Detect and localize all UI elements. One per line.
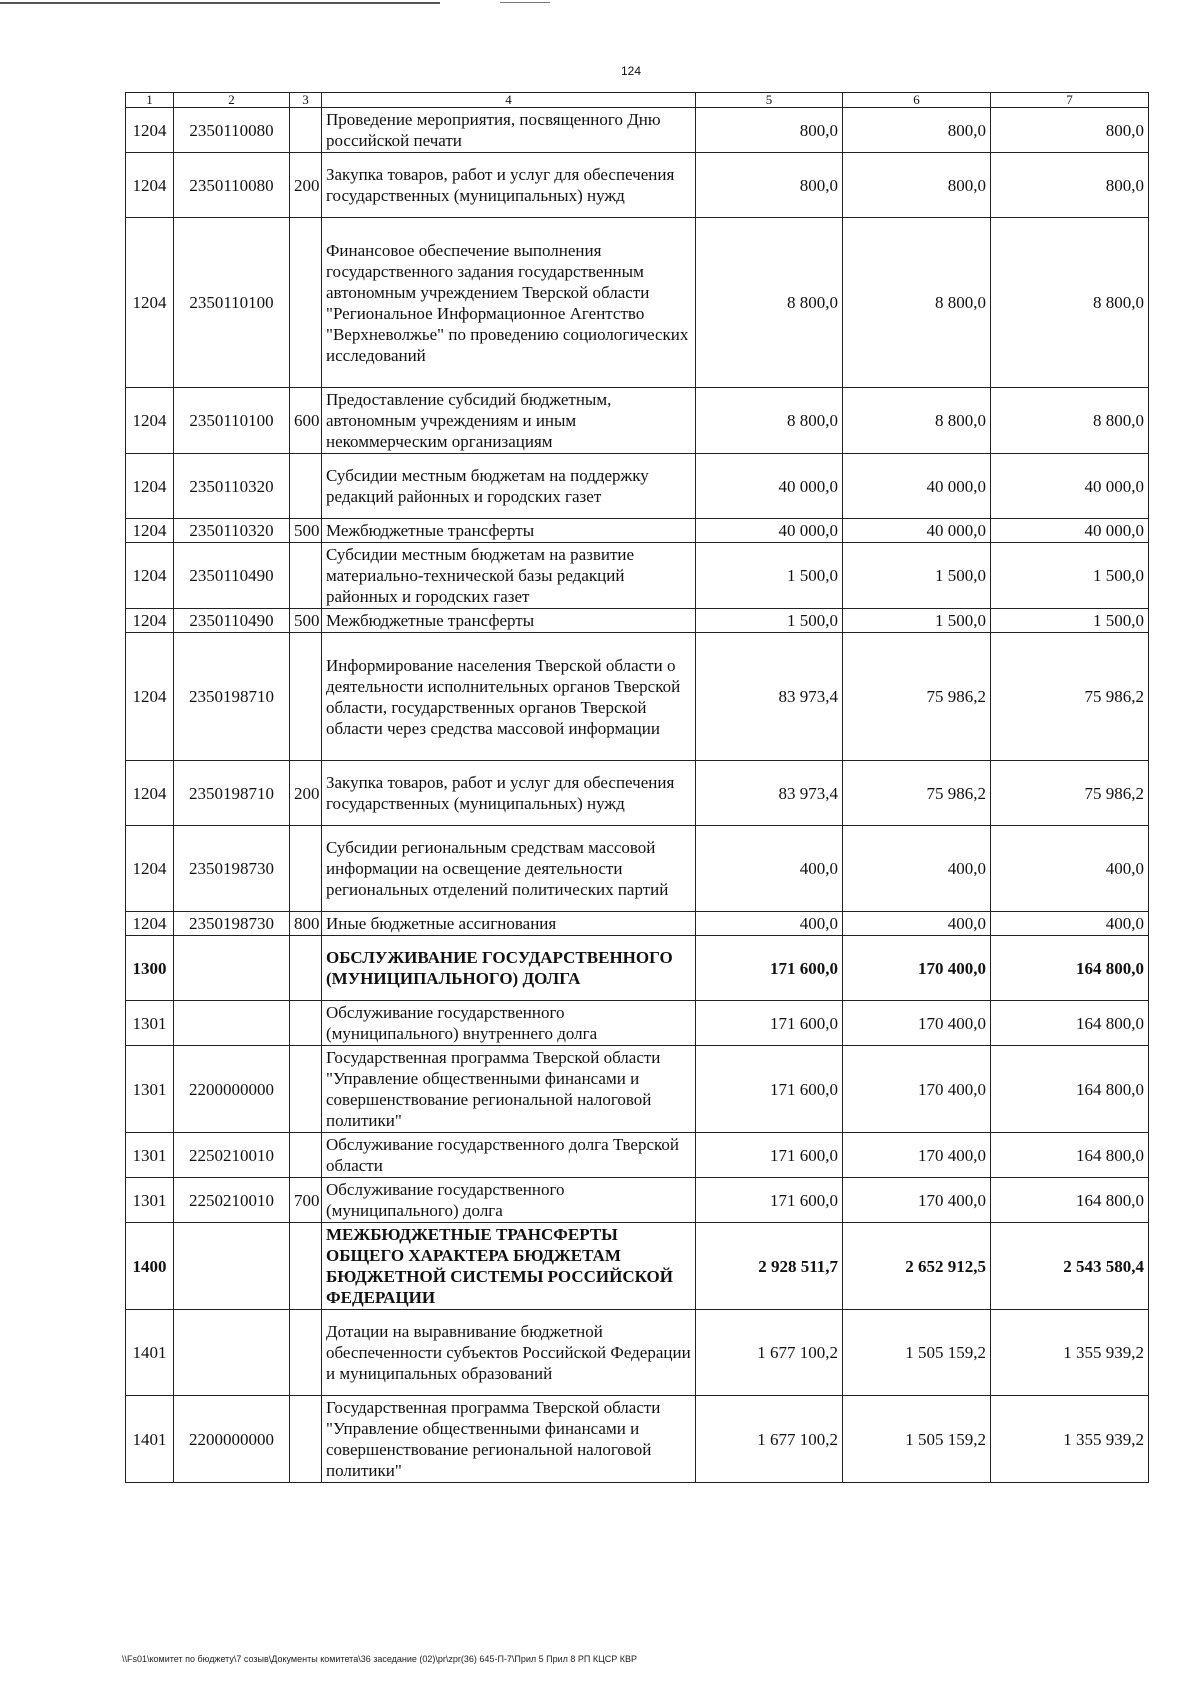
cell-amount-col5: 400,0 <box>696 912 843 936</box>
cell-section: 1204 <box>126 609 174 633</box>
cell-amount-col7: 164 800,0 <box>991 1001 1149 1046</box>
cell-amount-col7: 2 543 580,4 <box>991 1223 1149 1310</box>
col-header-1: 1 <box>126 93 174 108</box>
cell-amount-col7: 400,0 <box>991 826 1149 912</box>
cell-name: Государственная программа Тверской области "Управление общественными финансами и совершенствование региональной налоговой политики" <box>322 1396 696 1483</box>
cell-name: Иные бюджетные ассигнования <box>322 912 696 936</box>
cell-section: 1204 <box>126 108 174 153</box>
cell-name: Предоставление субсидий бюджетным, автономным учреждениям и иным некоммерческим организациям <box>322 388 696 454</box>
col-header-7: 7 <box>991 93 1149 108</box>
cell-amount-col7: 8 800,0 <box>991 388 1149 454</box>
cell-amount-col6: 75 986,2 <box>843 761 991 826</box>
cell-section: 1204 <box>126 388 174 454</box>
cell-expense-type <box>290 218 322 388</box>
table-row <box>126 153 1149 218</box>
cell-section: 1204 <box>126 153 174 218</box>
cell-amount-col6: 40 000,0 <box>843 519 991 543</box>
col-header-2: 2 <box>174 93 290 108</box>
cell-amount-col6: 75 986,2 <box>843 633 991 761</box>
cell-section: 1401 <box>126 1396 174 1483</box>
cell-section: 1301 <box>126 1001 174 1046</box>
col-header-4: 4 <box>322 93 696 108</box>
cell-target-article <box>174 936 290 1001</box>
cell-section: 1300 <box>126 936 174 1001</box>
cell-section: 1204 <box>126 633 174 761</box>
cell-section: 1204 <box>126 519 174 543</box>
cell-amount-col7: 400,0 <box>991 912 1149 936</box>
cell-amount-col6: 400,0 <box>843 912 991 936</box>
cell-amount-col5: 83 973,4 <box>696 761 843 826</box>
cell-expense-type: 500 <box>290 519 322 543</box>
cell-section: 1401 <box>126 1310 174 1396</box>
cell-name: Закупка товаров, работ и услуг для обеспечения государственных (муниципальных) нужд <box>322 761 696 826</box>
table-row <box>126 454 1149 519</box>
cell-expense-type: 800 <box>290 912 322 936</box>
cell-amount-col7: 40 000,0 <box>991 454 1149 519</box>
cell-name: Проведение мероприятия, посвященного Дню российской печати <box>322 108 696 153</box>
table-row <box>126 1001 1149 1046</box>
cell-section: 1204 <box>126 826 174 912</box>
cell-expense-type: 600 <box>290 388 322 454</box>
cell-expense-type <box>290 1396 322 1483</box>
cell-expense-type <box>290 633 322 761</box>
cell-amount-col7: 800,0 <box>991 153 1149 218</box>
cell-section: 1204 <box>126 218 174 388</box>
table-row <box>126 609 1149 633</box>
table-row <box>126 218 1149 388</box>
cell-name: Финансовое обеспечение выполнения государственного задания государственным автономным учреждением Тверской области "Региональное Информационное Агентство "Верхневолжье" по проведению социологических исследований <box>322 218 696 388</box>
cell-amount-col6: 170 400,0 <box>843 1178 991 1223</box>
cell-amount-col5: 800,0 <box>696 108 843 153</box>
cell-expense-type: 500 <box>290 609 322 633</box>
cell-target-article <box>174 1223 290 1310</box>
table-body <box>126 108 1149 1483</box>
table-row <box>126 519 1149 543</box>
cell-amount-col5: 171 600,0 <box>696 1046 843 1133</box>
cell-amount-col6: 1 500,0 <box>843 609 991 633</box>
cell-expense-type <box>290 1001 322 1046</box>
cell-name: Субсидии местным бюджетам на поддержку редакций районных и городских газет <box>322 454 696 519</box>
col-header-6: 6 <box>843 93 991 108</box>
cell-target-article: 2350110320 <box>174 454 290 519</box>
table-row <box>126 761 1149 826</box>
cell-name: Субсидии местным бюджетам на развитие материально-технической базы редакций районных и городских газет <box>322 543 696 609</box>
table-row <box>126 108 1149 153</box>
cell-amount-col5: 171 600,0 <box>696 936 843 1001</box>
cell-amount-col7: 164 800,0 <box>991 1178 1149 1223</box>
cell-amount-col6: 8 800,0 <box>843 388 991 454</box>
cell-name: Обслуживание государственного (муниципального) внутреннего долга <box>322 1001 696 1046</box>
cell-amount-col7: 164 800,0 <box>991 1046 1149 1133</box>
cell-target-article: 2250210010 <box>174 1133 290 1178</box>
cell-target-article: 2350110080 <box>174 108 290 153</box>
cell-target-article: 2350110490 <box>174 609 290 633</box>
cell-amount-col5: 8 800,0 <box>696 218 843 388</box>
cell-amount-col6: 1 505 159,2 <box>843 1396 991 1483</box>
top-scan-rule-fragment <box>500 2 550 3</box>
cell-amount-col5: 83 973,4 <box>696 633 843 761</box>
cell-amount-col5: 1 677 100,2 <box>696 1310 843 1396</box>
cell-amount-col5: 171 600,0 <box>696 1001 843 1046</box>
cell-expense-type <box>290 1223 322 1310</box>
cell-amount-col7: 800,0 <box>991 108 1149 153</box>
cell-name: Дотации на выравнивание бюджетной обеспеченности субъектов Российской Федерации и муниципальных образований <box>322 1310 696 1396</box>
cell-name: ОБСЛУЖИВАНИЕ ГОСУДАРСТВЕННОГО (МУНИЦИПАЛЬНОГО) ДОЛГА <box>322 936 696 1001</box>
cell-amount-col5: 1 677 100,2 <box>696 1396 843 1483</box>
page-number: 124 <box>620 64 642 78</box>
cell-name: Обслуживание государственного (муниципального) долга <box>322 1178 696 1223</box>
cell-amount-col5: 171 600,0 <box>696 1133 843 1178</box>
cell-amount-col6: 1 505 159,2 <box>843 1310 991 1396</box>
cell-name: Информирование населения Тверской области о деятельности исполнительных органов Тверской области, государственных органов Тверской области через средства массовой информации <box>322 633 696 761</box>
cell-amount-col6: 170 400,0 <box>843 1133 991 1178</box>
cell-name: Государственная программа Тверской области "Управление общественными финансами и совершенствование региональной налоговой политики" <box>322 1046 696 1133</box>
cell-target-article <box>174 1310 290 1396</box>
footer-file-path: \\Fs01\комитет по бюджету\7 созыв\Документы комитета\36 заседание (02)\pr\zpr(36) 645-П-7\Прил 5 Прил 8 РП КЦСР КВР <box>122 1654 638 1664</box>
col-header-3: 3 <box>290 93 322 108</box>
cell-target-article: 2200000000 <box>174 1046 290 1133</box>
table-row <box>126 543 1149 609</box>
cell-target-article: 2350110080 <box>174 153 290 218</box>
cell-amount-col5: 40 000,0 <box>696 519 843 543</box>
table-row <box>126 1223 1149 1310</box>
table-row <box>126 826 1149 912</box>
cell-target-article <box>174 1001 290 1046</box>
cell-amount-col7: 164 800,0 <box>991 936 1149 1001</box>
cell-expense-type <box>290 543 322 609</box>
cell-amount-col7: 75 986,2 <box>991 761 1149 826</box>
budget-table <box>125 92 1149 1483</box>
cell-amount-col5: 1 500,0 <box>696 609 843 633</box>
cell-section: 1204 <box>126 912 174 936</box>
table-row <box>126 1310 1149 1396</box>
cell-target-article: 2350198710 <box>174 761 290 826</box>
cell-name: Обслуживание государственного долга Тверской области <box>322 1133 696 1178</box>
cell-target-article: 2350198730 <box>174 912 290 936</box>
table-row <box>126 388 1149 454</box>
cell-expense-type <box>290 1310 322 1396</box>
cell-target-article: 2350110100 <box>174 218 290 388</box>
cell-section: 1204 <box>126 543 174 609</box>
table-row <box>126 1133 1149 1178</box>
cell-expense-type <box>290 1046 322 1133</box>
cell-name: Субсидии региональным средствам массовой информации на освещение деятельности региональных отделений политических партий <box>322 826 696 912</box>
cell-expense-type: 700 <box>290 1178 322 1223</box>
cell-target-article: 2350198710 <box>174 633 290 761</box>
cell-amount-col7: 1 355 939,2 <box>991 1310 1149 1396</box>
cell-amount-col6: 800,0 <box>843 108 991 153</box>
cell-amount-col6: 1 500,0 <box>843 543 991 609</box>
cell-section: 1204 <box>126 454 174 519</box>
cell-expense-type <box>290 454 322 519</box>
cell-amount-col6: 170 400,0 <box>843 1001 991 1046</box>
cell-target-article: 2350198730 <box>174 826 290 912</box>
cell-amount-col6: 170 400,0 <box>843 1046 991 1133</box>
table-row <box>126 936 1149 1001</box>
cell-amount-col6: 400,0 <box>843 826 991 912</box>
cell-amount-col7: 1 500,0 <box>991 543 1149 609</box>
cell-target-article: 2200000000 <box>174 1396 290 1483</box>
cell-name: Межбюджетные трансферты <box>322 519 696 543</box>
cell-name: МЕЖБЮДЖЕТНЫЕ ТРАНСФЕРТЫ ОБЩЕГО ХАРАКТЕРА БЮДЖЕТАМ БЮДЖЕТНОЙ СИСТЕМЫ РОССИЙСКОЙ ФЕДЕРАЦИИ <box>322 1223 696 1310</box>
cell-amount-col7: 1 355 939,2 <box>991 1396 1149 1483</box>
cell-amount-col5: 400,0 <box>696 826 843 912</box>
cell-amount-col5: 2 928 511,7 <box>696 1223 843 1310</box>
cell-amount-col7: 8 800,0 <box>991 218 1149 388</box>
cell-amount-col6: 170 400,0 <box>843 936 991 1001</box>
cell-amount-col5: 1 500,0 <box>696 543 843 609</box>
cell-amount-col6: 8 800,0 <box>843 218 991 388</box>
table-row <box>126 1046 1149 1133</box>
cell-target-article: 2350110100 <box>174 388 290 454</box>
cell-amount-col5: 8 800,0 <box>696 388 843 454</box>
cell-amount-col7: 164 800,0 <box>991 1133 1149 1178</box>
header-row <box>126 93 1149 108</box>
cell-expense-type <box>290 1133 322 1178</box>
cell-section: 1301 <box>126 1046 174 1133</box>
table-row <box>126 1396 1149 1483</box>
cell-amount-col7: 40 000,0 <box>991 519 1149 543</box>
cell-expense-type <box>290 108 322 153</box>
cell-expense-type <box>290 936 322 1001</box>
cell-amount-col7: 1 500,0 <box>991 609 1149 633</box>
table-row <box>126 633 1149 761</box>
cell-amount-col6: 800,0 <box>843 153 991 218</box>
cell-section: 1400 <box>126 1223 174 1310</box>
table-row <box>126 912 1149 936</box>
col-header-5: 5 <box>696 93 843 108</box>
cell-name: Межбюджетные трансферты <box>322 609 696 633</box>
cell-expense-type: 200 <box>290 153 322 218</box>
cell-name: Закупка товаров, работ и услуг для обеспечения государственных (муниципальных) нужд <box>322 153 696 218</box>
cell-amount-col6: 40 000,0 <box>843 454 991 519</box>
table-row <box>126 1178 1149 1223</box>
cell-section: 1301 <box>126 1178 174 1223</box>
cell-amount-col5: 171 600,0 <box>696 1178 843 1223</box>
cell-amount-col5: 800,0 <box>696 153 843 218</box>
cell-amount-col7: 75 986,2 <box>991 633 1149 761</box>
cell-target-article: 2350110320 <box>174 519 290 543</box>
cell-section: 1301 <box>126 1133 174 1178</box>
cell-target-article: 2350110490 <box>174 543 290 609</box>
cell-amount-col6: 2 652 912,5 <box>843 1223 991 1310</box>
cell-expense-type: 200 <box>290 761 322 826</box>
cell-expense-type <box>290 826 322 912</box>
top-scan-rule <box>0 2 440 4</box>
cell-amount-col5: 40 000,0 <box>696 454 843 519</box>
cell-section: 1204 <box>126 761 174 826</box>
cell-target-article: 2250210010 <box>174 1178 290 1223</box>
